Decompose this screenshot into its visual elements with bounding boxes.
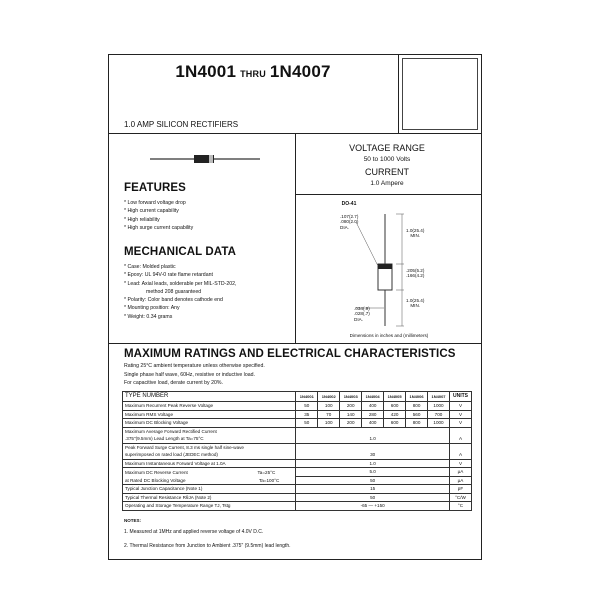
package-drawing — [296, 208, 482, 338]
row-label: Maximum Average Forward Rectified Current — [123, 427, 296, 435]
lead-length-bottom-value: 1.0(25.4) — [406, 298, 425, 303]
mechanical-item: * Mounting position: Any — [124, 305, 180, 312]
intro-line: Single phase half wave, 60Hz, resistive or inductive load. — [124, 371, 255, 378]
row-label: .375"(9.5mm) Lead Length at Ta=75°C — [123, 435, 296, 443]
table-row — [123, 468, 472, 477]
table-row — [123, 485, 472, 494]
package-label: DO-41 — [341, 201, 357, 207]
row-label: Operating and Storage Temperature Range TJ, Tstg — [123, 502, 296, 511]
cell: 800 — [406, 419, 428, 428]
unit-cell: μA — [449, 476, 471, 485]
row-label-text: Maximum DC Reverse Current — [125, 469, 188, 475]
mechanical-item: * Case: Molded plastic — [124, 264, 176, 270]
intro-line: For capacitive load, derate current by 20%. — [124, 380, 223, 386]
feature-item: * High current capability — [124, 208, 179, 215]
current-value: 1.0 Ampere — [370, 180, 404, 187]
part-header: 1N4004 — [362, 392, 384, 402]
lead-length-bottom — [406, 298, 424, 309]
row-label: Maximum Instantaneous Forward Voltage at 1.0A — [123, 459, 296, 468]
table-row — [123, 410, 472, 419]
voltage-range-value: 50 to 1000 Volts — [363, 156, 411, 163]
row-label: Maximum RMS Voltage — [123, 410, 296, 419]
row-condition: Ta=25°C — [257, 469, 276, 475]
lead-length-bottom-min: MIN. — [410, 303, 421, 309]
table-row — [123, 502, 472, 511]
middle-bottom-line — [108, 343, 482, 344]
row-label — [123, 468, 296, 477]
row-label: Maximum Recurrent Peak Reverse Voltage — [123, 402, 296, 411]
cell: 560 — [406, 410, 428, 419]
mechanical-list — [124, 263, 236, 321]
table-row — [123, 435, 472, 443]
cell: 100 — [318, 419, 340, 428]
table-row — [123, 419, 472, 428]
row-label: Maximum DC Blocking Voltage — [123, 419, 296, 428]
unit-cell: °C/W — [449, 493, 471, 502]
lead-length-top-value: 1.0(25.4) — [406, 228, 425, 233]
unit-cell — [449, 443, 471, 451]
part-header: 1N4007 — [428, 392, 450, 402]
cell-span — [296, 427, 450, 435]
table-row — [123, 476, 472, 485]
cell: 35 — [296, 410, 318, 419]
units-header: UNITS — [449, 392, 471, 402]
mechanical-item: * Weight: 0.34 grams — [124, 313, 173, 320]
unit-cell: pF — [449, 485, 471, 494]
cell-span: 1.0 — [296, 435, 450, 443]
cell: 400 — [362, 419, 384, 428]
lead-length-top — [406, 228, 424, 239]
cell-span — [296, 443, 450, 451]
unit-cell: V — [449, 402, 471, 411]
mechanical-item: * Lead: Axial leads, solderable per MIL-STD-202, — [124, 280, 237, 287]
row-label: Typical Junction Capacitance (Note 1) — [123, 485, 296, 494]
part-from: 1N4001 — [175, 62, 237, 81]
unit-cell: V — [449, 410, 471, 419]
wire-diameter — [354, 306, 370, 322]
feature-item: * Low forward voltage drop — [124, 200, 186, 206]
part-header: 1N4006 — [406, 392, 428, 402]
cell-span: 30 — [296, 451, 450, 459]
cell-span: 50 — [296, 476, 450, 485]
cell: 50 — [296, 419, 318, 428]
body-length-min: .166(4.2) — [406, 273, 425, 279]
cell: 140 — [340, 410, 362, 419]
unit-cell: A — [449, 451, 471, 459]
table-row — [123, 451, 472, 459]
header-divider — [398, 54, 399, 134]
cell: 420 — [384, 410, 406, 419]
unit-cell: A — [449, 435, 471, 443]
table-row — [123, 427, 472, 435]
cell-span: 1.0 — [296, 459, 450, 468]
cell: 600 — [384, 419, 406, 428]
cell-span: 50 — [296, 493, 450, 502]
cell: 400 — [362, 402, 384, 411]
wire-diameter-min: .028(.7) — [354, 311, 370, 317]
note-1: 1. Measured at 1MHz and applied reverse voltage of 4.0V D.C. — [124, 529, 264, 535]
table-header-row — [123, 392, 472, 402]
dimension-caption: Dimensions in inches and (millimeters) — [349, 333, 429, 338]
ratings-box-line — [295, 194, 482, 195]
wire-diameter-max: .034(.9) — [354, 306, 370, 311]
row-condition: Ta=100°C — [258, 477, 280, 483]
part-header: 1N4005 — [384, 392, 406, 402]
row-label — [123, 476, 296, 485]
cell: 70 — [318, 410, 340, 419]
intro-line: Rating 25°C ambient temperature unless otherwise specified. — [124, 363, 265, 369]
diode-icon — [150, 152, 260, 166]
part-header: 1N4001 — [296, 392, 318, 402]
logo-box — [402, 58, 478, 130]
unit-cell: μA — [449, 468, 471, 477]
features-title: FEATURES — [124, 182, 186, 194]
cell: 100 — [318, 402, 340, 411]
lead-diameter — [340, 214, 358, 230]
cell-span: -65 — +150 — [296, 502, 450, 511]
max-ratings-title: MAXIMUM RATINGS AND ELECTRICAL CHARACTERISTICS — [124, 348, 456, 360]
cell-span: 15 — [296, 485, 450, 494]
feature-item: * High reliability — [124, 216, 160, 223]
table-row — [123, 459, 472, 468]
ratings-intro — [124, 362, 265, 388]
lead-diameter-min: .080(2.0) — [340, 219, 359, 225]
body-length-max: .205(5.2) — [406, 268, 425, 273]
table-row — [123, 402, 472, 411]
wire-diameter-unit: DIA. — [354, 316, 363, 322]
features-list — [124, 199, 193, 232]
cell: 200 — [340, 419, 362, 428]
notes-title: NOTES: — [124, 518, 142, 523]
table-row — [123, 493, 472, 502]
cell: 200 — [340, 402, 362, 411]
row-label: superimposed on rated load (JEDEC method) — [123, 451, 296, 459]
part-to: 1N4007 — [269, 62, 331, 81]
note-2: 2. Thermal Resistance from Junction to Ambient .375" (9.5mm) lead length. — [124, 543, 291, 549]
lead-length-top-min: MIN. — [410, 233, 421, 239]
cell: 280 — [362, 410, 384, 419]
mechanical-item: * Polarity: Color band denotes cathode end — [124, 297, 223, 304]
mechanical-item: * Epoxy: UL 94V-0 rate flame retardant — [124, 272, 213, 279]
mechanical-title: MECHANICAL DATA — [124, 246, 237, 258]
unit-cell: °C — [449, 502, 471, 511]
cell-span: 5.0 — [296, 468, 450, 477]
row-label: Peak Forward Surge Current, 8.3 ms single half sine-wave — [123, 443, 296, 451]
type-number-header: TYPE NUMBER — [123, 392, 296, 402]
current-title: CURRENT — [365, 167, 409, 177]
feature-item: * High surge current capability — [124, 224, 194, 231]
cell: 800 — [406, 402, 428, 411]
voltage-range-title: VOLTAGE RANGE — [349, 143, 425, 153]
subtitle: 1.0 AMP SILICON RECTIFIERS — [124, 120, 239, 129]
part-header: 1N4002 — [318, 392, 340, 402]
unit-cell: V — [449, 419, 471, 428]
cell: 50 — [296, 402, 318, 411]
row-label-text: at Rated DC Blocking Voltage — [125, 477, 186, 483]
page-title — [108, 62, 398, 82]
body-length — [406, 268, 424, 279]
cell: 1000 — [428, 419, 450, 428]
unit-cell: V — [449, 459, 471, 468]
thru-label: THRU — [240, 69, 266, 79]
cell: 600 — [384, 402, 406, 411]
lead-diameter-max: .107(2.7) — [340, 214, 359, 219]
row-label: Typical Thermal Resistance RθJA (Note 2) — [123, 493, 296, 502]
part-header: 1N4003 — [340, 392, 362, 402]
unit-cell — [449, 427, 471, 435]
table-row — [123, 443, 472, 451]
mechanical-item: method 208 guaranteed — [146, 288, 202, 295]
cell: 700 — [428, 410, 450, 419]
lead-diameter-unit: DIA. — [340, 224, 349, 230]
cell: 1000 — [428, 402, 450, 411]
ratings-table — [122, 391, 472, 511]
